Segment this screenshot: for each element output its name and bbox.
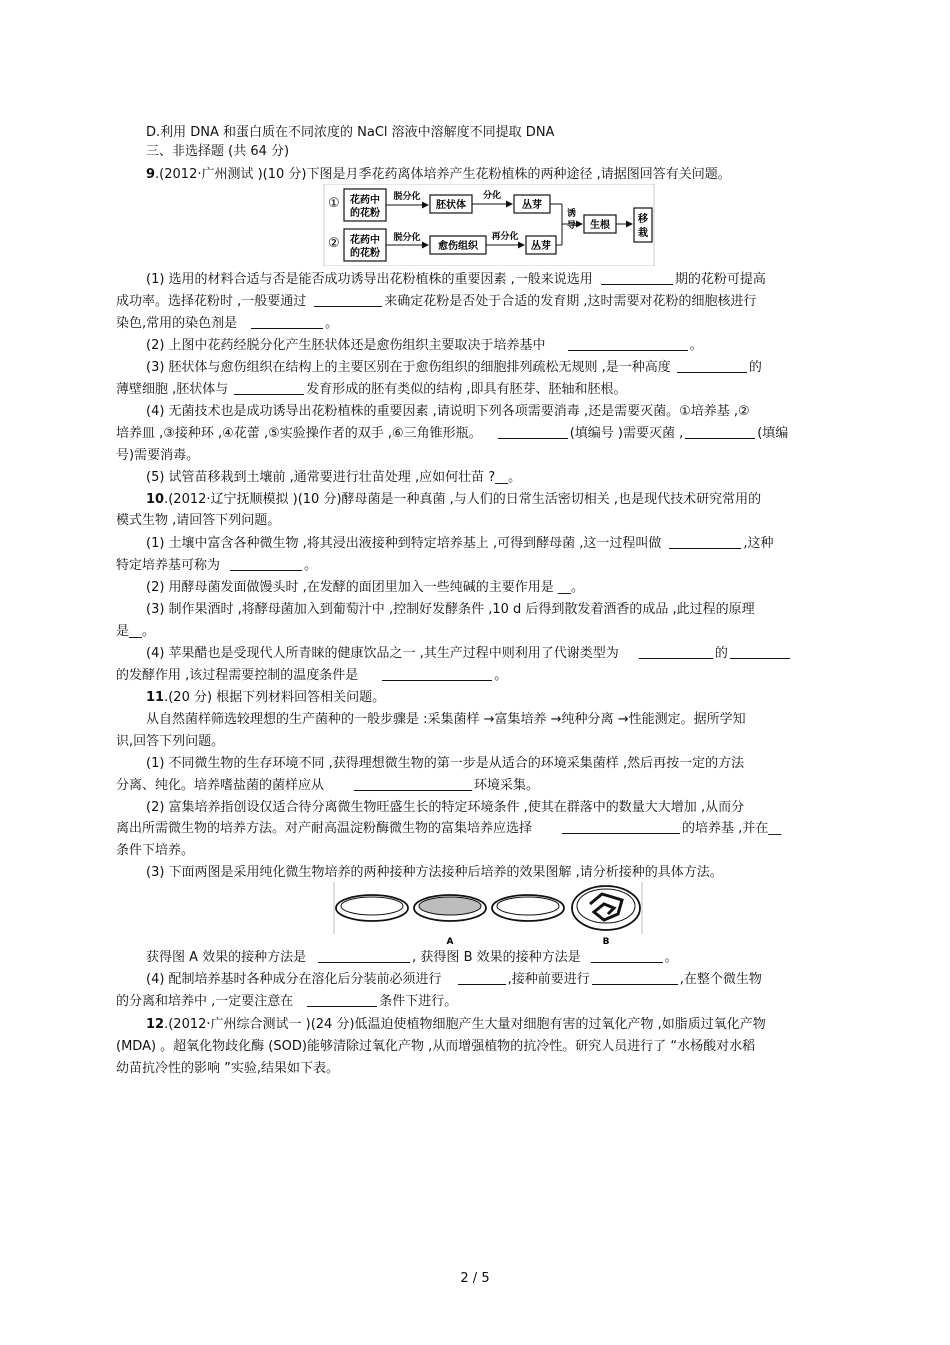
q10-1-line2: 特定培养基可称为 。 [116, 558, 318, 573]
answer-blank[interactable] [562, 820, 680, 834]
redifferentiation-label: 再分化 [491, 232, 519, 242]
answer-blank[interactable] [498, 425, 568, 439]
answer-blank[interactable] [568, 337, 688, 351]
answer-blank[interactable] [458, 971, 506, 985]
answer-blank[interactable] [592, 971, 678, 985]
dish-b-streak [572, 886, 640, 930]
induce-label-1: 诱 [567, 209, 577, 219]
q11-3-answers: 获得图 A 效果的接种方法是 , 获得图 B 效果的接种方法是 。 [146, 950, 678, 965]
rooting-label: 生根 [590, 220, 610, 231]
source-2-line2: 的花粉 [350, 248, 380, 259]
q11-1-line1: (1) 不同微生物的生存环境不同 ,获得理想微生物的第一步是从适合的环境采集菌样 ,然后再按一定的方法 [146, 756, 745, 771]
q10-4-line2: 的发酵作用 ,该过程需要控制的温度条件是 。 [116, 668, 508, 683]
q12-stem-line3: 幼苗抗冷性的影响 ”实验,结果如下表。 [116, 1061, 339, 1076]
label-a: A [446, 937, 454, 947]
q10-1-line1: (1) 土壤中富含各种微生物 ,将其浸出液接种到特定培养基上 ,可得到酵母菌 ,这一过程叫做 ,这种 [146, 536, 774, 551]
transplant-label-1: 移 [638, 214, 648, 225]
answer-blank[interactable] [354, 777, 472, 791]
source-1-line1: 花药中 [350, 195, 380, 206]
q11-stem: 11.(20 分) 根据下列材料回答相关问题。 [146, 690, 386, 705]
pollen-pathway-diagram [320, 184, 660, 266]
q10-stem-line2: 模式生物 ,请回答下列问题。 [116, 513, 281, 528]
q9-stem: 9.(2012·广州测试 )(10 分)下图是月季花药离体培养产生花粉植株的两种途径 ,请据图回答有关问题。 [146, 167, 731, 182]
q10-3-line1: (3) 制作果酒时 ,将酵母菌加入到葡萄汁中 ,控制好发酵条件 ,10 d 后得到散发着酒香的成品 ,此过程的原理 [146, 602, 755, 617]
answer-blank[interactable] [677, 359, 747, 373]
answer-blank[interactable] [730, 645, 790, 659]
option-d: D.利用 DNA 和蛋白质在不同浓度的 NaCl 溶液中溶解度不同提取 DNA [146, 125, 555, 140]
q11-intro-line2: 识,回答下列问题。 [116, 734, 225, 749]
differentiation-label: 分化 [482, 191, 502, 201]
q10-3-line2: 是__。 [116, 624, 156, 639]
dish-3 [492, 895, 564, 921]
dedifferentiation-label-1: 脱分化 [393, 192, 421, 202]
q11-intro-line1: 从自然菌样筛选较理想的生产菌种的一般步骤是 :采集菌样 →富集培养 →纯种分离 →性能测定。据所学知 [146, 712, 746, 727]
row-1-label [328, 196, 340, 211]
shoots-label-2: 丛芽 [531, 241, 551, 252]
answer-blank[interactable] [234, 381, 304, 395]
q12-stem-line2: (MDA) 。超氧化物歧化酶 (SOD)能够清除过氧化产物 ,从而增强植物的抗冷性。研究人员进行了 “水杨酸对水稻 [116, 1039, 756, 1054]
q11-4-line2: 的分离和培养中 ,一定要注意在 条件下进行。 [116, 994, 458, 1009]
answer-blank[interactable] [314, 293, 382, 307]
q9-3-line2: 薄壁细胞 ,胚状体与 发育形成的胚有类似的结构 ,即具有胚芽、胚轴和胚根。 [116, 382, 627, 397]
embryoid-label: 胚状体 [436, 200, 466, 211]
q11-2-line3: 条件下培养。 [116, 843, 195, 858]
callus-label: 愈伤组织 [438, 241, 478, 252]
q9-1-line3: 染色,常用的染色剂是 。 [116, 316, 339, 331]
svg-text:②: ② [328, 236, 340, 251]
q9-4-line3: 号)需要消毒。 [116, 448, 200, 463]
page-number: 2 / 5 [460, 1271, 490, 1286]
dedifferentiation-label-2: 脱分化 [393, 233, 421, 243]
section-heading: 三、非选择题 (共 64 分) [146, 144, 290, 159]
label-b: B [602, 937, 610, 947]
q11-1-line2: 分离、纯化。培养嗜盐菌的菌样应从 环境采集。 [116, 778, 540, 793]
q10-2: (2) 用酵母菌发面做馒头时 ,在发酵的面团里加入一些纯碱的主要作用是 __。 [146, 580, 584, 595]
q9-2: (2) 上图中花药经脱分化产生胚状体还是愈伤组织主要取决于培养基中 。 [146, 338, 703, 353]
q9-3-line1: (3) 胚状体与愈伤组织在结构上的主要区别在于愈伤组织的细胞排列疏松无规则 ,是一种高度 的 [146, 360, 762, 375]
q10-4-line1: (4) 苹果醋也是受现代人所青睐的健康饮品之一 ,其生产过程中则利用了代谢类型为 的 [146, 645, 866, 663]
induce-label-2: 导 [567, 221, 577, 231]
answer-blank[interactable] [639, 645, 713, 659]
svg-text:①: ① [328, 196, 340, 211]
answer-blank[interactable] [669, 535, 741, 549]
source-2-line1: 花药中 [350, 235, 380, 246]
source-1-line2: 的花粉 [350, 208, 380, 219]
q9-1-line1: (1) 选用的材料合适与否是能否成功诱导出花粉植株的重要因素 ,一般来说选用 期的花粉可提高 [146, 272, 766, 287]
q9-1-line2: 成功率。选择花粉时 ,一般要通过 来确定花粉是否处于合适的发育期 ,这时需要对花粉的细胞核进行 [116, 294, 757, 309]
answer-blank[interactable] [251, 315, 323, 329]
shoots-label-1: 丛芽 [522, 200, 542, 211]
answer-blank[interactable] [591, 949, 663, 963]
answer-blank[interactable] [685, 425, 755, 439]
answer-blank[interactable] [382, 667, 492, 681]
answer-blank[interactable] [230, 557, 302, 571]
answer-blank[interactable] [307, 993, 377, 1007]
q11-2-line1: (2) 富集培养指创设仅适合待分离微生物旺盛生长的特定环境条件 ,使其在群落中的数量大大增加 ,从而分 [146, 800, 745, 815]
q9-5: (5) 试管苗移栽到土壤前 ,通常要进行壮苗处理 ,应如何壮苗 ?__。 [146, 470, 522, 485]
answer-blank[interactable] [601, 271, 673, 285]
q11-4-line1: (4) 配制培养基时各种成分在溶化后分装前必须进行 ,接种前要进行 ,在整个微生物 [146, 972, 762, 987]
plating-results-figure [332, 880, 644, 948]
q11-3: (3) 下面两图是采用纯化微生物培养的两种接种方法接种后培养的效果图解 ,请分析接种的具体方法。 [146, 865, 723, 880]
dish-a [414, 895, 486, 921]
dish-1 [336, 895, 408, 921]
transplant-label-2: 栽 [638, 228, 648, 239]
answer-blank[interactable] [318, 949, 410, 963]
q10-stem-line1: 10.(2012·辽宁抚顺模拟 )(10 分)酵母菌是一种真菌 ,与人们的日常生活密切相关 ,也是现代技术研究常用的 [146, 492, 762, 507]
row-2-label [328, 236, 340, 251]
q11-2-line2: 离出所需微生物的培养方法。对产耐高温淀粉酶微生物的富集培养应选择 的培养基 ,并在__ [116, 821, 782, 836]
q12-stem-line1: 12.(2012·广州综合测试一 )(24 分)低温迫使植物细胞产生大量对细胞有害的过氧化产物 ,如脂质过氧化产物 [146, 1017, 766, 1032]
q9-4-line1: (4) 无菌技术也是成功诱导出花粉植株的重要因素 ,请说明下列各项需要消毒 ,还是需要灭菌。①培养基 ,② [146, 404, 750, 419]
q9-4-line2: 培养皿 ,③接种环 ,④花蕾 ,⑤实验操作者的双手 ,⑥三角锥形瓶。 (填编号 )需要灭菌 , (填编 [116, 426, 789, 441]
